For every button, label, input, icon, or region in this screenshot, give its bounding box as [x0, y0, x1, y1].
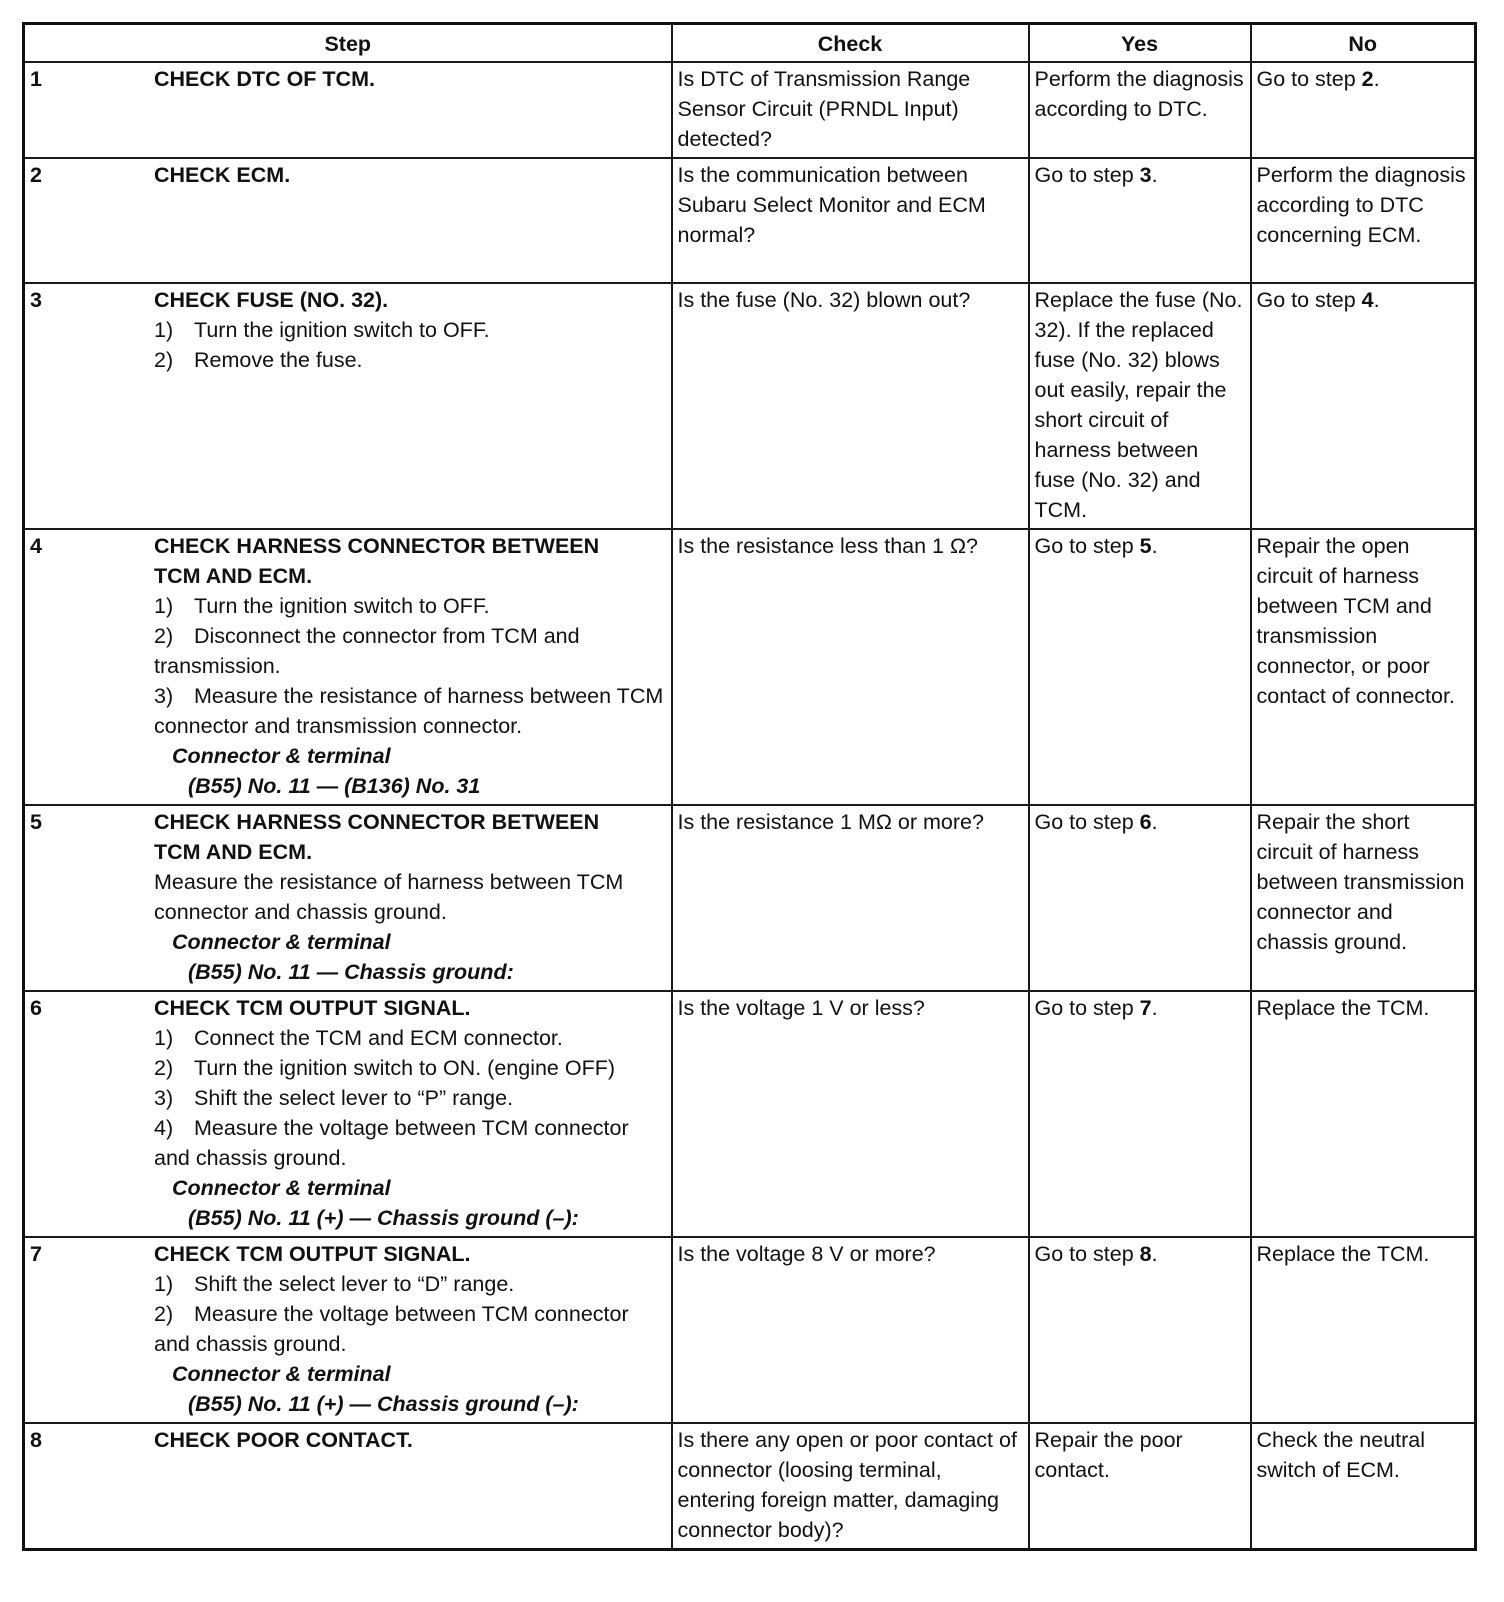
procedure-text: Turn the ignition switch to OFF. — [194, 594, 490, 618]
step-cell — [24, 529, 672, 805]
no-cell — [1251, 283, 1476, 529]
yes-text: Go to step — [1034, 163, 1140, 187]
no-cell: Replace the TCM. — [1251, 1237, 1476, 1423]
step-number: 6 — [30, 996, 42, 1020]
procedure-text: Shift the select lever to “P” range. — [194, 1086, 514, 1110]
table-row — [24, 529, 1476, 805]
procedure-line — [30, 1023, 666, 1053]
no-suffix: . — [1373, 67, 1380, 91]
check-cell: Is there any open or poor contact of connector (loosing terminal, entering foreign matter, damaging connector body)? — [672, 1423, 1029, 1550]
step-cell — [24, 62, 672, 158]
step-link: 8 — [1139, 1242, 1152, 1266]
step-number: 5 — [30, 810, 42, 834]
no-cell: Repair the open circuit of harness between TCM and transmission connector, or poor contact of connector. — [1251, 529, 1476, 805]
yes-text: Go to step — [1034, 1242, 1140, 1266]
step-title: CHECK DTC OF TCM. — [154, 67, 375, 91]
procedure-text: Turn the ignition switch to ON. (engine OFF) — [194, 1056, 616, 1080]
yes-cell — [1029, 158, 1251, 283]
connector-label: Connector & terminal — [172, 930, 391, 954]
header-step: Step — [24, 24, 672, 63]
yes-cell — [1029, 991, 1251, 1237]
diagnostic-table — [22, 22, 1477, 1551]
connector-value: (B55) No. 11 — (B136) No. 31 — [188, 774, 481, 798]
procedure-text: Measure the voltage between TCM connector and chassis ground. — [154, 1302, 629, 1356]
yes-suffix: . — [1151, 1242, 1158, 1266]
procedure-text: Measure the voltage between TCM connector and chassis ground. — [154, 1116, 629, 1170]
header-no: No — [1251, 24, 1476, 63]
procedure-number: 4) — [154, 1116, 174, 1140]
step-link: 3 — [1139, 163, 1152, 187]
no-cell: Perform the diagnosis according to DTC concerning ECM. — [1251, 158, 1476, 283]
procedure-line — [30, 315, 666, 345]
no-cell: Check the neutral switch of ECM. — [1251, 1423, 1476, 1550]
connector-value: (B55) No. 11 (+) — Chassis ground (–): — [188, 1206, 579, 1230]
procedure-line — [30, 345, 666, 375]
step-link: 7 — [1139, 996, 1152, 1020]
connector-label: Connector & terminal — [172, 1176, 391, 1200]
connector-label: Connector & terminal — [172, 744, 391, 768]
check-cell: Is the voltage 1 V or less? — [672, 991, 1029, 1237]
procedure-number: 1) — [154, 594, 174, 618]
procedure-text: Connect the TCM and ECM connector. — [194, 1026, 563, 1050]
procedure-line — [30, 1083, 666, 1113]
check-cell: Is the resistance 1 MΩ or more? — [672, 805, 1029, 991]
check-cell: Is the resistance less than 1 Ω? — [672, 529, 1029, 805]
table-row — [24, 805, 1476, 991]
procedure-number: 1) — [154, 1026, 174, 1050]
check-cell: Is DTC of Transmission Range Sensor Circuit (PRNDL Input) detected? — [672, 62, 1029, 158]
procedure-number: 1) — [154, 1272, 174, 1296]
step-number: 1 — [30, 67, 42, 91]
no-cell: Repair the short circuit of harness between transmission connector and chassis ground. — [1251, 805, 1476, 991]
procedure-line — [30, 1053, 666, 1083]
step-link: 6 — [1139, 810, 1152, 834]
procedure-text: Measure the resistance of harness between TCM connector and chassis ground. — [154, 870, 624, 924]
table-row — [24, 991, 1476, 1237]
yes-suffix: . — [1151, 163, 1158, 187]
step-cell — [24, 991, 672, 1237]
step-title-continued: TCM AND ECM. — [154, 564, 313, 588]
procedure-line — [30, 591, 666, 621]
procedure-number: 2) — [154, 1302, 174, 1326]
step-title-continued: TCM AND ECM. — [154, 840, 313, 864]
yes-cell: Replace the fuse (No. 32). If the replaced fuse (No. 32) blows out easily, repair the short circuit of harness between fuse (No. 32) and TCM. — [1029, 283, 1251, 529]
step-title: CHECK TCM OUTPUT SIGNAL. — [154, 996, 471, 1020]
step-title: CHECK POOR CONTACT. — [154, 1428, 413, 1452]
connector-label: Connector & terminal — [172, 1362, 391, 1386]
check-cell: Is the voltage 8 V or more? — [672, 1237, 1029, 1423]
yes-cell — [1029, 805, 1251, 991]
table-row — [24, 283, 1476, 529]
connector-value: (B55) No. 11 — Chassis ground: — [188, 960, 514, 984]
step-link: 4 — [1361, 288, 1374, 312]
step-title: CHECK FUSE (NO. 32). — [154, 288, 389, 312]
check-cell: Is the communication between Subaru Select Monitor and ECM normal? — [672, 158, 1029, 283]
procedure-number: 3) — [154, 1086, 174, 1110]
procedure-text: Remove the fuse. — [194, 348, 363, 372]
procedure-line — [30, 681, 666, 741]
step-number: 8 — [30, 1428, 42, 1452]
step-title: CHECK HARNESS CONNECTOR BETWEEN — [154, 810, 600, 834]
yes-text: Go to step — [1034, 996, 1140, 1020]
no-cell — [1251, 62, 1476, 158]
procedure-text: Measure the resistance of harness between TCM connector and transmission connector. — [154, 684, 664, 738]
procedure-text: Turn the ignition switch to OFF. — [194, 318, 490, 342]
check-cell: Is the fuse (No. 32) blown out? — [672, 283, 1029, 529]
step-title: CHECK TCM OUTPUT SIGNAL. — [154, 1242, 471, 1266]
no-suffix: . — [1373, 288, 1380, 312]
yes-cell — [1029, 529, 1251, 805]
procedure-number: 2) — [154, 624, 174, 648]
procedure-line — [30, 1113, 666, 1173]
step-cell — [24, 805, 672, 991]
step-number: 4 — [30, 534, 42, 558]
step-title: CHECK HARNESS CONNECTOR BETWEEN — [154, 534, 600, 558]
yes-text: Go to step — [1034, 534, 1140, 558]
no-cell: Replace the TCM. — [1251, 991, 1476, 1237]
step-cell — [24, 1237, 672, 1423]
procedure-text: Disconnect the connector from TCM and transmission. — [154, 624, 580, 678]
table-row — [24, 62, 1476, 158]
yes-cell — [1029, 1237, 1251, 1423]
step-number: 3 — [30, 288, 42, 312]
step-number: 2 — [30, 163, 42, 187]
procedure-line — [30, 621, 666, 681]
yes-suffix: . — [1151, 810, 1158, 834]
yes-cell: Perform the diagnosis according to DTC. — [1029, 62, 1251, 158]
no-text: Go to step — [1256, 67, 1362, 91]
step-title: CHECK ECM. — [154, 163, 291, 187]
header-check: Check — [672, 24, 1029, 63]
procedure-line — [30, 1299, 666, 1359]
step-link: 2 — [1361, 67, 1374, 91]
step-link: 5 — [1139, 534, 1152, 558]
diagnostic-table-sheet — [22, 22, 1474, 1551]
step-cell — [24, 283, 672, 529]
step-number: 7 — [30, 1242, 42, 1266]
procedure-number: 1) — [154, 318, 174, 342]
header-yes: Yes — [1029, 24, 1251, 63]
procedure-number: 2) — [154, 1056, 174, 1080]
table-row — [24, 1237, 1476, 1423]
step-cell — [24, 1423, 672, 1550]
procedure-text: Shift the select lever to “D” range. — [194, 1272, 515, 1296]
yes-text: Go to step — [1034, 810, 1140, 834]
step-cell — [24, 158, 672, 283]
no-text: Go to step — [1256, 288, 1362, 312]
procedure-number: 3) — [154, 684, 174, 708]
procedure-number: 2) — [154, 348, 174, 372]
yes-cell: Repair the poor contact. — [1029, 1423, 1251, 1550]
table-row — [24, 158, 1476, 283]
yes-suffix: . — [1151, 534, 1158, 558]
connector-value: (B55) No. 11 (+) — Chassis ground (–): — [188, 1392, 579, 1416]
procedure-line — [30, 1269, 666, 1299]
yes-suffix: . — [1151, 996, 1158, 1020]
table-header-row — [24, 24, 1476, 63]
table-row — [24, 1423, 1476, 1550]
